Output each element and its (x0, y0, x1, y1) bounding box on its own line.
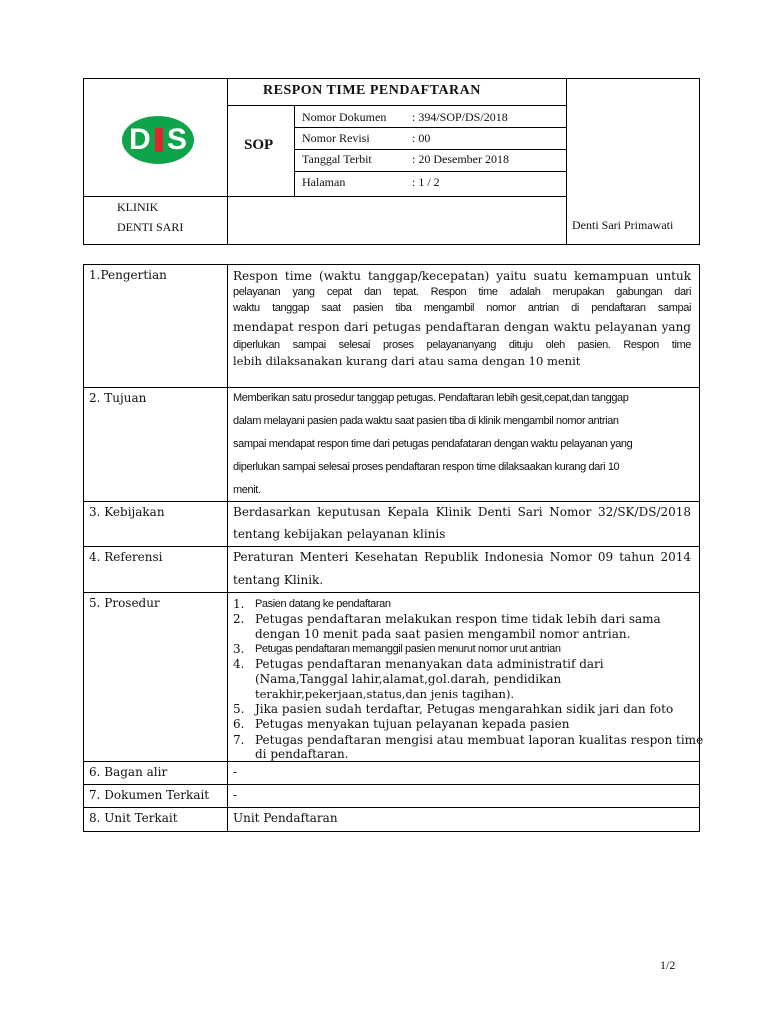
bagan-alir-value: - (233, 765, 238, 779)
tujuan-line: sampai mendapat respon time dari petugas pendafataran dengan waktu pelayanan yang (233, 438, 633, 450)
section-label-bagan-alir: 6. Bagan alir (89, 765, 168, 779)
tujuan-line: Memberikan satu prosedur tanggap petugas. Pendaftaran lebih gesit,cepat,dan tanggap (233, 392, 629, 404)
page-number: 1/2 (660, 958, 676, 972)
section-label-unit-terkait: 8. Unit Terkait (89, 811, 178, 825)
document-title: RESPON TIME PENDAFTARAN (263, 83, 481, 98)
field-value-tanggal-terbit: : 20 Desember 2018 (412, 152, 509, 166)
kebijakan-line: Berdasarkan keputusan Kepala Klinik Denti Sari Nomor 32/SK/DS/2018 (233, 505, 691, 519)
tujuan-line: diperlukan sampai selesai proses pendaftaran respon time dilaksaakan kurang dari 10 (233, 461, 620, 473)
section-label-referensi: 4. Referensi (89, 550, 163, 564)
clinic-name-line1: KLINIK (117, 200, 159, 214)
prosedur-item-number: 2. (233, 612, 245, 626)
prosedur-item-text: di pendaftaran. (255, 747, 349, 761)
prosedur-item-number: 3. (233, 642, 245, 656)
section-label-pengertian: 1.Pengertian (89, 268, 167, 282)
prosedur-item-text: dengan 10 menit pada saat pasien mengambil nomor antrian. (255, 627, 631, 641)
section-label-dokumen-terkait: 7. Dokumen Terkait (89, 788, 210, 802)
pengertian-line: Respon time (waktu tanggap/kecepatan) yaitu suatu kemampuan untuk (233, 269, 691, 283)
prosedur-item-text: (Nama,Tanggal lahir,alamat,gol.darah, pendidikan (255, 672, 562, 686)
pengertian-line: mendapat respon dari petugas pendaftaran dengan waktu pelayanan yang (233, 320, 691, 334)
pengertian-line: lebih dilaksanakan kurang dari atau sama dengan 10 menit (233, 354, 581, 368)
prosedur-item-number: 5. (233, 702, 245, 716)
referensi-line: Peraturan Menteri Kesehatan Republik Indonesia Nomor 09 tahun 2014 (233, 550, 691, 564)
sop-label: SOP (244, 137, 274, 153)
prosedur-item-number: 7. (233, 733, 245, 747)
pengertian-line: pelayanan yang cepat dan tepat. Respon time adalah merupakan gabungan dari (233, 286, 691, 298)
field-value-nomor-dokumen: : 394/SOP/DS/2018 (412, 110, 508, 124)
clinic-logo: D S (122, 116, 194, 164)
field-label-nomor-dokumen: Nomor Dokumen (302, 110, 387, 124)
clinic-name-line2: DENTI SARI (117, 220, 184, 234)
pengertian-line: diperlukan sampai selesai proses pelayananyang dituju oleh pasien. Respon time (233, 339, 691, 351)
prosedur-item-text: Jika pasien sudah terdaftar, Petugas mengarahkan sidik jari dan foto (255, 702, 674, 716)
section-label-tujuan: 2. Tujuan (89, 391, 147, 405)
prosedur-item-text: Petugas pendaftaran mengisi atau membuat laporan kualitas respon time (255, 733, 704, 747)
tujuan-line: dalam melayani pasien pada waktu saat pasien tiba di klinik mengambil nomor antrian (233, 415, 619, 427)
referensi-line: tentang Klinik. (233, 573, 324, 587)
field-value-halaman: : 1 / 2 (412, 175, 440, 189)
field-value-nomor-revisi: : 00 (412, 131, 431, 145)
prosedur-item-text: Pasien datang ke pendaftaran (255, 598, 391, 610)
prosedur-item-number: 1. (233, 597, 245, 611)
prosedur-item-text: Petugas menyakan tujuan pelayanan kepada pasien (255, 717, 570, 731)
field-label-nomor-revisi: Nomor Revisi (302, 131, 370, 145)
kebijakan-line: tentang kebijakan pelayanan klinis (233, 527, 446, 541)
prosedur-item-text: Petugas pendaftaran melakukan respon time tidak lebih dari sama (255, 612, 661, 626)
prosedur-item-number: 4. (233, 657, 245, 671)
section-label-kebijakan: 3. Kebijakan (89, 505, 165, 519)
unit-terkait-value: Unit Pendaftaran (233, 811, 338, 825)
section-label-prosedur: 5. Prosedur (89, 596, 160, 610)
tujuan-line: menit. (233, 484, 261, 496)
dokumen-terkait-value: - (233, 788, 238, 802)
field-label-halaman: Halaman (302, 175, 346, 189)
field-label-tanggal-terbit: Tanggal Terbit (302, 152, 372, 166)
pengertian-line: waktu tanggap saat pasien tiba mengambil nomor antrian di pendaftaran sampai (233, 302, 691, 314)
prosedur-item-text: Petugas pendaftaran menanyakan data administratif dari (255, 657, 604, 671)
prosedur-item-text: terakhir,pekerjaan,status,dan jenis tagihan). (255, 687, 515, 701)
prosedur-item-number: 6. (233, 717, 245, 731)
prosedur-item-text: Petugas pendaftaran memanggil pasien menurut nomor urut antrian (255, 643, 561, 655)
signatory-name: Denti Sari Primawati (572, 218, 674, 232)
